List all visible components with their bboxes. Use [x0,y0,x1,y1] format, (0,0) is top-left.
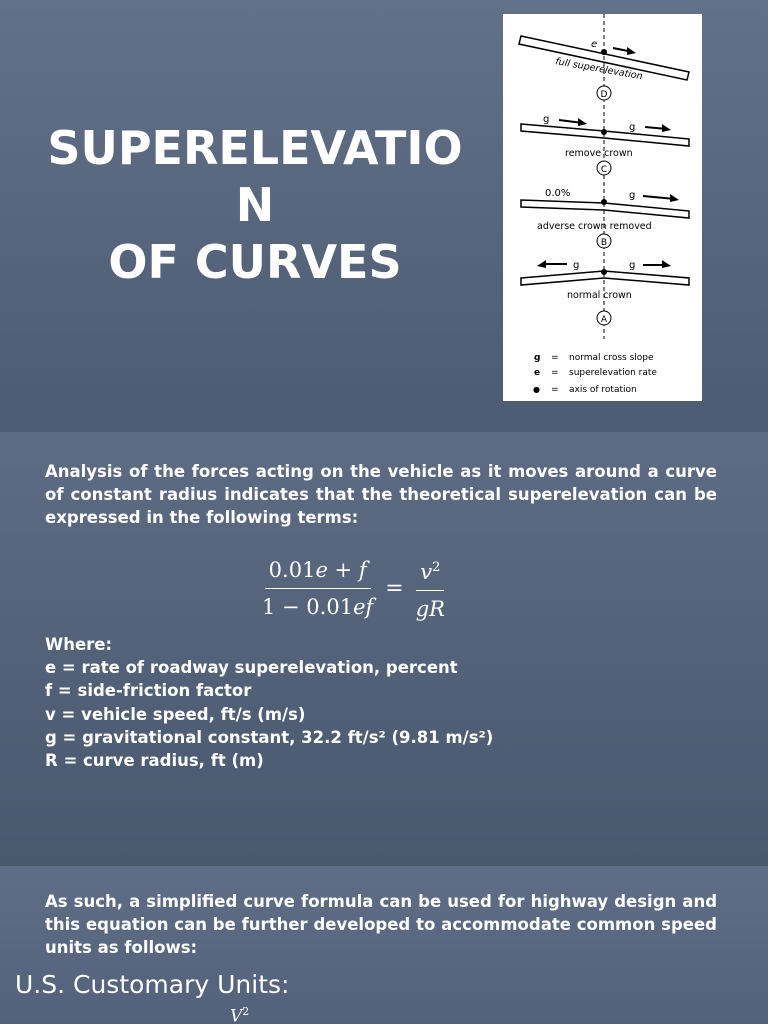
analysis-paragraph: Analysis of the forces acting on the vehicle as it moves around a curve of constant radius indicates that the theoretical superelevation can be expressed in the following terms: [45,462,717,527]
fragment-v: V [230,1006,243,1024]
arrow-c-left-head [578,118,587,126]
label-b: B [600,238,608,248]
label-remove: remove crown [565,148,633,159]
where-heading: Where: [45,635,113,654]
formula-num-f: f [358,558,367,582]
us-customary-heading: U.S. Customary Units: [15,970,290,999]
superelevation-diagram [503,14,702,401]
variable-definitions [45,633,725,772]
legend-text-1: normal cross slope [569,353,654,363]
formula-equals: = [385,576,404,601]
formula-rhs-gr: gR [415,597,445,621]
formula-rhs-denominator [412,591,449,623]
legend-eq-3: = [551,385,559,395]
legend-eq-1: = [551,353,559,363]
formula-num-e: e [315,558,328,582]
title-line-3: OF CURVES [108,235,402,289]
label-zero: 0.0% [545,188,571,199]
label-d: D [600,90,608,100]
simplified-paragraph: As such, a simplified curve formula can be used for highway design and this equation can be further developed to accommodate common speed units as follows: [45,892,717,957]
label-adverse: adverse crown removed [537,221,652,232]
formula-rhs-numerator [416,554,444,591]
fragment-exponent: 2 [242,1005,250,1018]
label-g-b: g [629,190,636,201]
label-c: C [600,165,608,175]
arrow-b-head [670,194,679,202]
label-e-top: e [591,39,598,50]
formula-rhs-v: v [420,560,433,584]
label-g-a-right: g [629,260,636,271]
formula-den-ef: ef [353,595,374,619]
legend-symbol-3: ● [533,385,540,394]
title-line-2: N [235,178,275,232]
slide-simplified-formula [0,866,768,1024]
rotation-point-c [601,129,607,135]
title-line-1: SUPERELEVATIO [47,121,463,175]
rotation-point-d [601,49,607,55]
label-g-c-right: g [629,122,636,133]
definition-f: f = side-friction factor [45,681,252,701]
formula-den-coefficient: 1 − 0.01 [262,595,354,619]
definition-v: v = vehicle speed, ft/s (m/s) [45,704,306,724]
legend-text-3: axis of rotation [569,385,637,395]
label-a: A [600,315,608,325]
formula-lhs-fraction [258,556,377,621]
label-normal: normal crown [567,290,632,301]
arrow-c-right-head [662,124,671,132]
formula-fragment [230,1005,249,1024]
superelevation-diagram-svg [503,14,702,401]
definition-e: e = rate of roadway superelevation, percent [45,658,458,678]
slide-title-heading [40,120,470,291]
formula-lhs-denominator [258,589,377,621]
formula-lhs-numerator [265,556,371,589]
legend-eq-2: = [551,368,559,378]
label-full: full superelevation [554,56,644,83]
rotation-point-a [601,269,607,275]
legend-symbol-2: e [534,368,541,378]
legend-text-2: superelevation rate [569,368,657,378]
definition-g: g = gravitational constant, 32.2 ft/s² (9.81 m/s²) [45,727,494,747]
slide-title [0,0,768,432]
formula-num-plus: + [327,558,359,582]
definition-r: R = curve radius, ft (m) [45,751,264,771]
arrow-a-right-head [662,260,671,268]
label-g-a-left: g [573,260,580,271]
legend-symbol-1: g [534,353,541,363]
formula-rhs-fraction [412,554,449,623]
slide-analysis [0,432,768,866]
formula-num-coefficient: 0.01 [268,558,316,582]
superelevation-formula [258,554,449,623]
formula-rhs-exponent: 2 [432,560,441,575]
arrow-d-head [627,47,636,55]
label-g-c-left: g [543,114,550,125]
rotation-point-b [601,199,607,205]
